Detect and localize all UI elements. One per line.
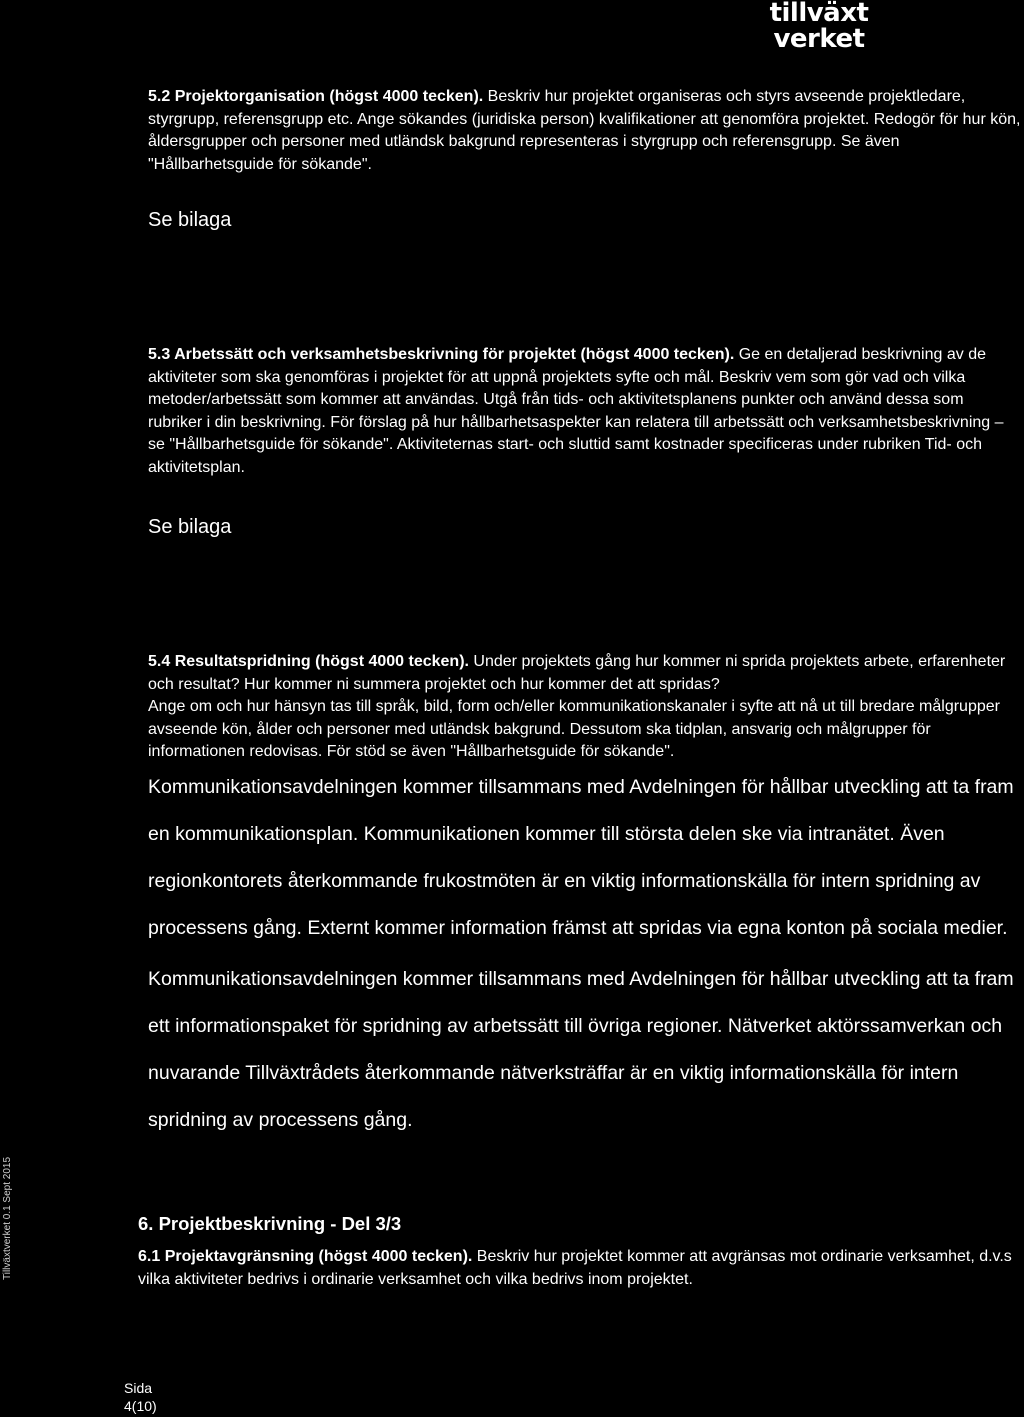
section-5-4-answer-p1: Kommunikationsavdelningen kommer tillsammans med Avdelningen för hållbar utveckling att ta fram en kommunikationsplan. Kommunikationen kommer till största delen ske via intranätet. Även regionkontorets återkommande frukostmöten är en viktig informationskälla för intern spridning av processens gång. Externt kommer information främst att spridas via egna konton på sociala medier. xyxy=(148,776,1014,939)
section-5-2 xyxy=(148,86,1022,176)
tillvaxtverket-logo xyxy=(769,0,869,52)
section-5-4-heading: 5.4 Resultatspridning (högst 4000 tecken). xyxy=(148,653,469,670)
section-6-1-heading: 6.1 Projektavgränsning (högst 4000 tecken). xyxy=(138,1248,473,1265)
section-5-4 xyxy=(148,651,1014,764)
page-number: 4(10) xyxy=(124,1398,157,1414)
page-label: Sida xyxy=(124,1380,153,1396)
section-5-4-text: Under projektets gång hur kommer ni sprida projektets arbete, erfarenheter och resultat? Hur kommer ni summera projektet och hur kommer det att spridas? xyxy=(148,653,1006,693)
section-5-4-answer xyxy=(148,764,1024,1144)
section-5-2-answer-block xyxy=(148,208,231,232)
page-footer xyxy=(124,1379,157,1415)
side-margin-text xyxy=(2,1150,16,1280)
logo-line-1: tillväxt xyxy=(769,0,869,28)
section-5-3-answer: Se bilaga xyxy=(148,516,232,538)
section-5-2-question xyxy=(148,86,1022,176)
section-5-4-question-2: Ange om och hur hänsyn tas till språk, bild, form och/eller kommunikationskanaler i syfte att nå ut till bredare målgrupper avseende kön, ålder och personer med utländsk bakgrund. Dessutom ska tidplan, ansvarig och målgrupper för informationen redovisas. För stöd se även "Hållbarhetsguide för sökande". xyxy=(148,698,1000,760)
section-6-1-text: Beskriv hur projektet kommer att avgränsas mot ordinarie verksamhet, d.v.s vilka aktiviteter bedrivs i ordinarie verksamhet och vilka bedrivs inom projektet. xyxy=(138,1248,1012,1288)
section-5-4-question xyxy=(148,651,1014,696)
logo-line-2: verket xyxy=(773,24,865,54)
section-6 xyxy=(138,1212,1014,1291)
section-5-3-text: Ge en detaljerad beskrivning av de aktiviteter som ska genomföras i projektet för att uppnå projektets syfte och mål. Beskriv vem som gör vad och vilka metoder/arbetssätt som kommer att användas. Utgå från tids- och aktivitetsplanens punkter och använd dessa som rubriker i din beskrivning. För förslag på hur hållbarhetsaspekter kan relatera till arbetssätt och verksamhetsbeskrivning – se "Hållbarhetsguide för sökande". Aktiviteternas start- och sluttid samt kostnader specificeras under rubriken Tid- och aktivitetsplan. xyxy=(148,346,1004,476)
section-5-3-answer-block xyxy=(148,515,231,539)
section-5-3-heading: 5.3 Arbetssätt och verksamhetsbeskrivning för projektet (högst 4000 tecken). xyxy=(148,346,735,363)
section-6-heading: 6. Projektbeskrivning - Del 3/3 xyxy=(138,1213,402,1234)
section-5-2-answer: Se bilaga xyxy=(148,209,232,231)
section-6-1-question xyxy=(138,1246,1014,1291)
section-5-3 xyxy=(148,344,1014,479)
section-5-4-answer-p2: Kommunikationsavdelningen kommer tillsammans med Avdelningen för hållbar utveckling att ta fram ett informationspaket för spridning av arbetssätt till övriga regioner. Nätverket aktörssamverkan och nuvarande Tillväxtrådets återkommande nätverksträffar är en viktig informationskälla för intern spridning av processens gång. xyxy=(148,968,1014,1131)
section-5-2-heading: 5.2 Projektorganisation (högst 4000 tecken). xyxy=(148,88,484,105)
side-margin-label: Tillväxtverket 0.1 Sept 2015 xyxy=(2,1156,13,1280)
section-5-3-question xyxy=(148,344,1014,479)
section-5-2-text: Beskriv hur projektet organiseras och styrs avseende projektledare, styrgrupp, referensgrupp etc. Ange sökandes (juridiska person) kvalifikationer att genomföra projektet. Redogör för hur kön, åldersgrupper och personer med utländsk bakgrund representeras i styrgrupp och referensgrupp. Se även "Hållbarhetsguide för sökande". xyxy=(148,88,1021,173)
